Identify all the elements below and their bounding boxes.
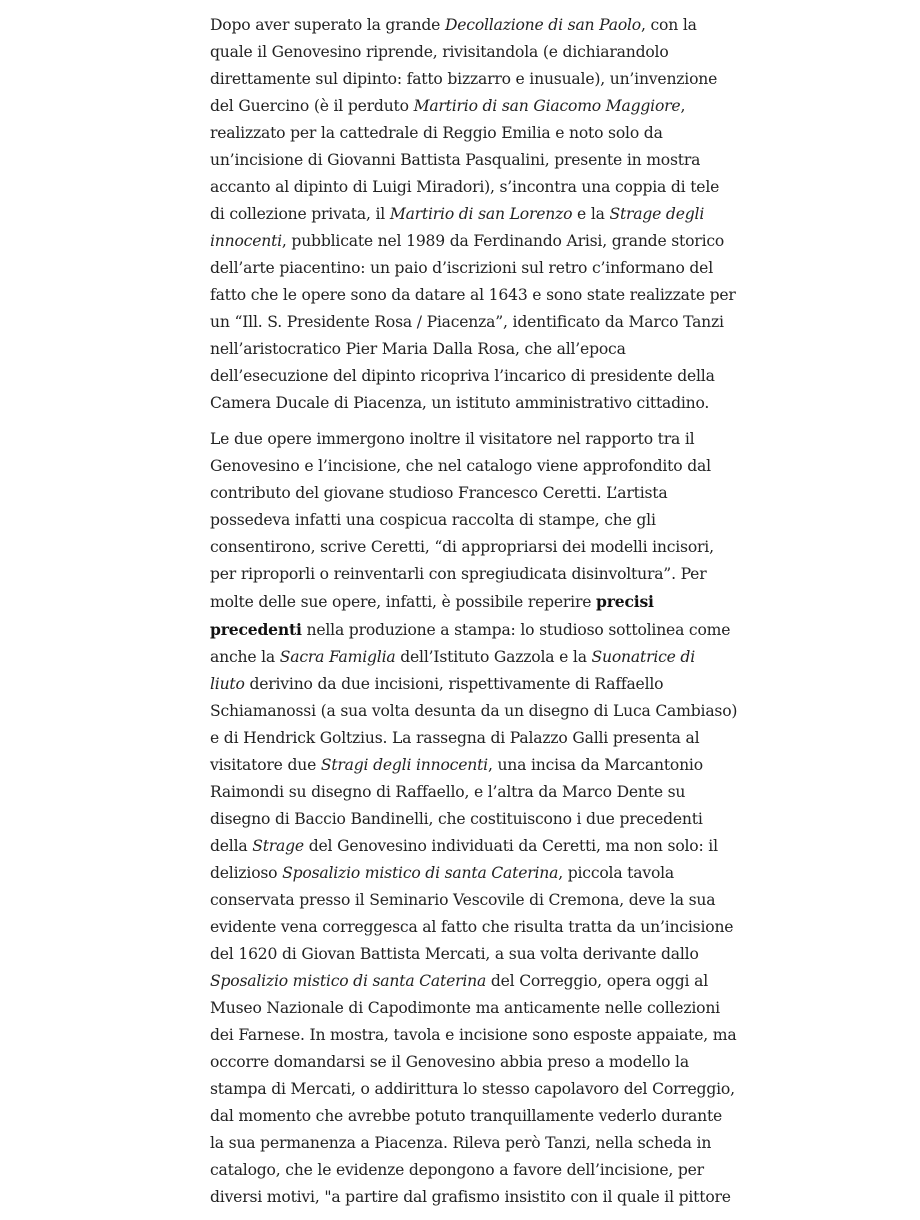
text-run: dell’arte piacentino: un paio d’iscrizioni sul retro c’informano del [210,259,713,277]
text-line [210,426,715,453]
text-line [210,93,715,120]
text-run: nella produzione a stampa: lo studioso sottolinea come [301,621,731,639]
text-run: Raimondi su disegno di Raffaello, e l’altra da Marco Dente su [210,783,686,801]
text-line [210,255,715,282]
text-line [210,120,715,147]
italic-title: Strage degli [609,205,705,223]
text-run: disegno di Baccio Bandinelli, che costituiscono i due precedenti [210,810,703,828]
text-line [210,363,715,390]
text-run: realizzato per la cattedrale di Reggio Emilia e noto solo da [210,124,663,142]
text-run: visitatore due [210,756,321,774]
text-line [210,779,715,806]
text-run: conservata presso il Seminario Vescovile di Cremona, deve la sua [210,891,716,909]
text-line [210,561,715,588]
text-run: evidente vena correggesca al fatto che risulta tratta da un’incisione [210,918,734,936]
text-run: occorre domandarsi se il Genovesino abbia preso a modello la [210,1053,689,1071]
text-run: Museo Nazionale di Capodimonte ma anticamente nelle collezioni [210,999,720,1017]
text-run: del Guercino (è il perduto [210,97,414,115]
text-run: delizioso [210,864,283,882]
italic-title: Sacra Famiglia [279,648,396,666]
text-run: , pubblicate nel 1989 da Ferdinando Arisi, grande storico [281,232,725,250]
text-line [210,453,715,480]
text-line [210,507,715,534]
text-run: quale il Genovesino riprende, rivisitandola (e dichiarandolo [210,43,669,61]
text-line [210,806,715,833]
text-line [210,887,715,914]
text-run: Genovesino e l’incisione, che nel catalogo viene approfondito dal [210,457,711,475]
text-run: fatto che le opere sono da datare al 1643 e sono state realizzate per [210,286,736,304]
italic-title: Sposalizio mistico di santa Caterina [282,864,559,882]
text-run: un’incisione di Giovanni Battista Pasqualini, presente in mostra [210,151,701,169]
italic-title: Strage [252,837,304,855]
text-run: Schiamanossi (a sua volta desunta da un disegno di Luca Cambiaso) [210,702,738,720]
text-line [210,309,724,336]
text-run: un “Ill. S. Presidente Rosa / Piacenza”, identificato da Marco Tanzi [210,313,724,331]
text-line [210,1157,715,1184]
text-line [210,616,731,644]
text-line [210,833,718,860]
text-run: contributo del giovane studioso Francesco Ceretti. L’artista [210,484,668,502]
text-run: nell’aristocratico Pier Maria Dalla Rosa, che all’epoca [210,340,626,358]
text-run: accanto al dipinto di Luigi Miradori), s’incontra una coppia di tele [210,178,720,196]
italic-title: innocenti [210,232,282,250]
text-line [210,282,736,309]
text-run: e la [572,205,610,223]
text-run: catalogo, che le evidenze depongono a favore dell’incisione, per [210,1161,704,1179]
article-body [210,12,738,1220]
text-line [210,752,715,779]
text-line [210,66,718,93]
text-run: per riproporli o reinventarli con spregiudicata disinvoltura”. Per [210,565,707,583]
text-run: dell’esecuzione del dipinto ricopriva l’incarico di presidente della [210,367,715,385]
text-run: dei Farnese. In mostra, tavola e incisione sono esposte appaiate, ma [210,1026,737,1044]
text-line [210,941,715,968]
text-line [210,914,734,941]
text-line [210,480,715,507]
text-line [210,1049,715,1076]
italic-title: Sposalizio mistico di santa Caterina [210,972,487,990]
text-run: dell’Istituto Gazzola e la [395,648,592,666]
text-run: possedeva infatti una cospicua raccolta di stampe, che gli [210,511,656,529]
text-line [210,1130,715,1157]
italic-title: Decollazione di san Paolo [444,16,641,34]
text-line [210,39,715,66]
text-line [210,174,720,201]
text-line [210,12,715,39]
article-paragraph [210,12,736,417]
text-line [210,968,715,995]
text-line [210,725,715,752]
text-run: la sua permanenza a Piacenza. Rileva però Tanzi, nella scheda in [210,1134,712,1152]
text-line [210,147,715,174]
text-run: Dopo aver superato la grande [210,16,445,34]
text-line [210,698,738,725]
text-run: del 1620 di Giovan Battista Mercati, a sua volta derivante dallo [210,945,699,963]
text-run: Le due opere immergono inoltre il visitatore nel rapporto tra il [210,430,695,448]
text-run: e di Hendrick Goltzius. La rassegna di Palazzo Galli presenta al [210,729,700,747]
italic-title: liuto [210,675,245,693]
text-run: della [210,837,253,855]
text-run: consentirono, scrive Ceretti, “di appropriarsi dei modelli incisori, [210,538,714,556]
text-run: dal momento che avrebbe potuto tranquillamente vederlo durante [210,1107,723,1125]
text-run: di collezione privata, il [210,205,390,223]
italic-title: Stragi degli innocenti [320,756,488,774]
text-run: del Correggio, opera oggi al [486,972,708,990]
text-run: molte delle sue opere, infatti, è possibile reperire [210,593,597,611]
bold-emphasis: precedenti [210,620,302,639]
text-line [210,534,715,561]
text-line [210,995,720,1022]
text-line [210,671,715,698]
bold-emphasis: precisi [596,592,654,611]
italic-title: Martirio di san Giacomo Maggiore [413,97,681,115]
text-line [210,1103,723,1130]
text-run: , con la [641,16,697,34]
text-line [210,336,715,363]
italic-title: Martirio di san Lorenzo [389,205,573,223]
text-run: direttamente sul dipinto: fatto bizzarro e inusuale), un’invenzione [210,70,718,88]
text-line [210,860,715,887]
text-run: Camera Ducale di Piacenza, un istituto amministrativo cittadino. [210,394,710,412]
text-run: del Genovesino individuati da Ceretti, ma non solo: il [303,837,718,855]
text-line [210,1022,737,1049]
article-paragraph [210,426,738,1211]
text-run: stampa di Mercati, o addirittura lo stesso capolavoro del Correggio, [210,1080,735,1098]
text-line [210,201,715,228]
text-line [210,644,715,671]
text-run: diversi motivi, "a partire dal grafismo insistito con il quale il pittore [210,1188,731,1206]
text-line [210,1076,735,1103]
text-run: , [680,97,686,115]
text-line [210,228,725,255]
italic-title: Suonatrice di [591,648,695,666]
text-run: anche la [210,648,280,666]
text-run: derivino da due incisioni, rispettivamente di Raffaello [244,675,664,693]
text-line [210,588,715,616]
text-run: , una incisa da Marcantonio [487,756,703,774]
text-line [210,1184,731,1211]
text-line [210,390,715,417]
text-run: , piccola tavola [558,864,675,882]
